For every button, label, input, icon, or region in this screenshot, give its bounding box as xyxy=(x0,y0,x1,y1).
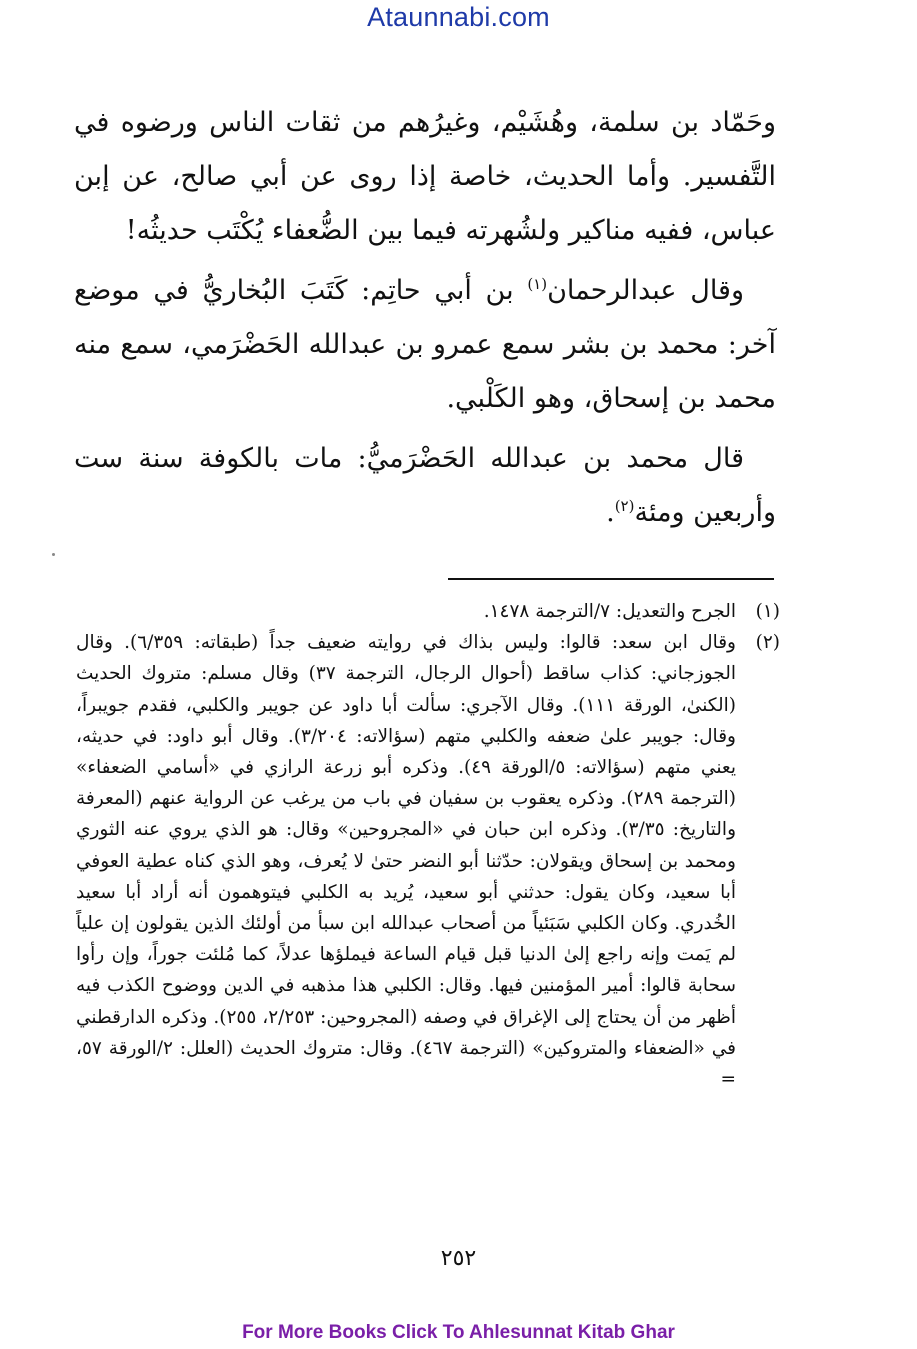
page-number: ٢٥٢ xyxy=(440,1246,477,1271)
site-watermark-link[interactable]: Ataunnabi.com xyxy=(367,2,550,32)
paragraph-text: بن أبي حاتِم: كَتَبَ البُخاريُّ في موضع آخر: محمد بن بشر سمع عمرو بن عبدالله الحَضْرَمي، سمع منه محمد بن إسحاق، وهو الكَلْبي. xyxy=(74,275,776,414)
footnote-item xyxy=(76,627,780,1095)
main-text-body xyxy=(74,96,776,546)
footnotes-section xyxy=(76,596,780,1095)
footnote-text: وقال ابن سعد: قالوا: وليس بذاك في روايته ضعيف جداً (طبقاته: ٦/٣٥٩). وقال الجوزجاني: كذاب ساقط (أحوال الرجال، الترجمة ٣٧) وقال مسلم: متروك الحديث (الكنىٰ، الورقة ١١١). وقال الآجري: سألت أبا داود عن جويبر والكلبي، فقدم جويبراً، وقال: جويبر علىٰ ضعفه والكلبي متهم (سؤالاته: ٣/٢٠٤). وقال أبو داود: في حديثه، يعني متهم (سؤالاته: ٥/الورقة ٤٩). وذكره أبو زرعة الرازي في «أسامي الضعفاء» (الترجمة ٢٨٩). وذكره يعقوب بن سفيان في باب من يرغب عن الرواية عنهم (المعرفة والتاريخ: ٣/٣٥). وذكره ابن حبان في «المجروحين» وقال: هو الذي يروي عنه الثوري ومحمد بن إسحاق ويقولان: حدّثنا أبو النضر حتىٰ لا يُعرف، وهو الذي كناه عطية العوفي أبا سعيد، وكان يقول: حدثني أبو سعيد، يُريد به الكلبي فيتوهمون أنه أراد أبا سعيد الخُدري. وكان الكلبي سَبَئياً من أصحاب عبدالله ابن سبأ من أولئك الذين يقولون إن علياً لم يَمت وإنه راجع إلىٰ الدنيا قبل قيام الساعة فيملؤها عدلاً، كما مُلئت جوراً، وإن رأوا سحابة قالوا: أمير المؤمنين فيها. وقال: الكلبي هذا مذهبه في الدين ووضوح الكذب فيه أظهر من أن يحتاج إلى الإغراق في وصفه (المجروحين: ٢/٢٥٣، ٢٥٥). وذكره الدارقطني في «الضعفاء والمتروكين» (الترجمة ٤٦٧). وقال: متروك الحديث (العلل: ٢/الورقة ٥٧، = xyxy=(76,632,737,1091)
scan-speck xyxy=(52,553,55,556)
paragraph-text: وقال عبدالرحمان xyxy=(547,275,744,306)
footnote-separator xyxy=(448,578,774,580)
main-paragraph: وحَمّاد بن سلمة، وهُشَيْم، وغيرُهم من ثقات الناس ورضوه في التَّفسير. وأما الحديث، خاصة إذا روى عن أبي صالح، عن إبن عباس، ففيه مناكير ولشُهرته فيما بين الضُّعفاء يُكْتَب حديثُه! xyxy=(74,107,776,246)
main-paragraph xyxy=(74,264,776,426)
footnote-text: الجرح والتعديل: ٧/الترجمة ١٤٧٨. xyxy=(483,601,736,622)
paragraph-text: . xyxy=(606,497,615,528)
paragraph-text: قال محمد بن عبدالله الحَضْرَميُّ: مات بالكوفة سنة ست وأربعين ومئة xyxy=(74,443,776,528)
footer-promo-link[interactable]: For More Books Click To Ahlesunnat Kitab Ghar xyxy=(242,1322,675,1343)
footnote-reference[interactable]: (٢) xyxy=(614,497,635,515)
main-paragraph xyxy=(74,432,776,540)
footnote-item xyxy=(76,596,780,627)
footnote-reference[interactable]: (١) xyxy=(527,275,548,293)
footnote-number: (١) xyxy=(755,601,780,622)
footnote-number: (٢) xyxy=(755,632,780,654)
